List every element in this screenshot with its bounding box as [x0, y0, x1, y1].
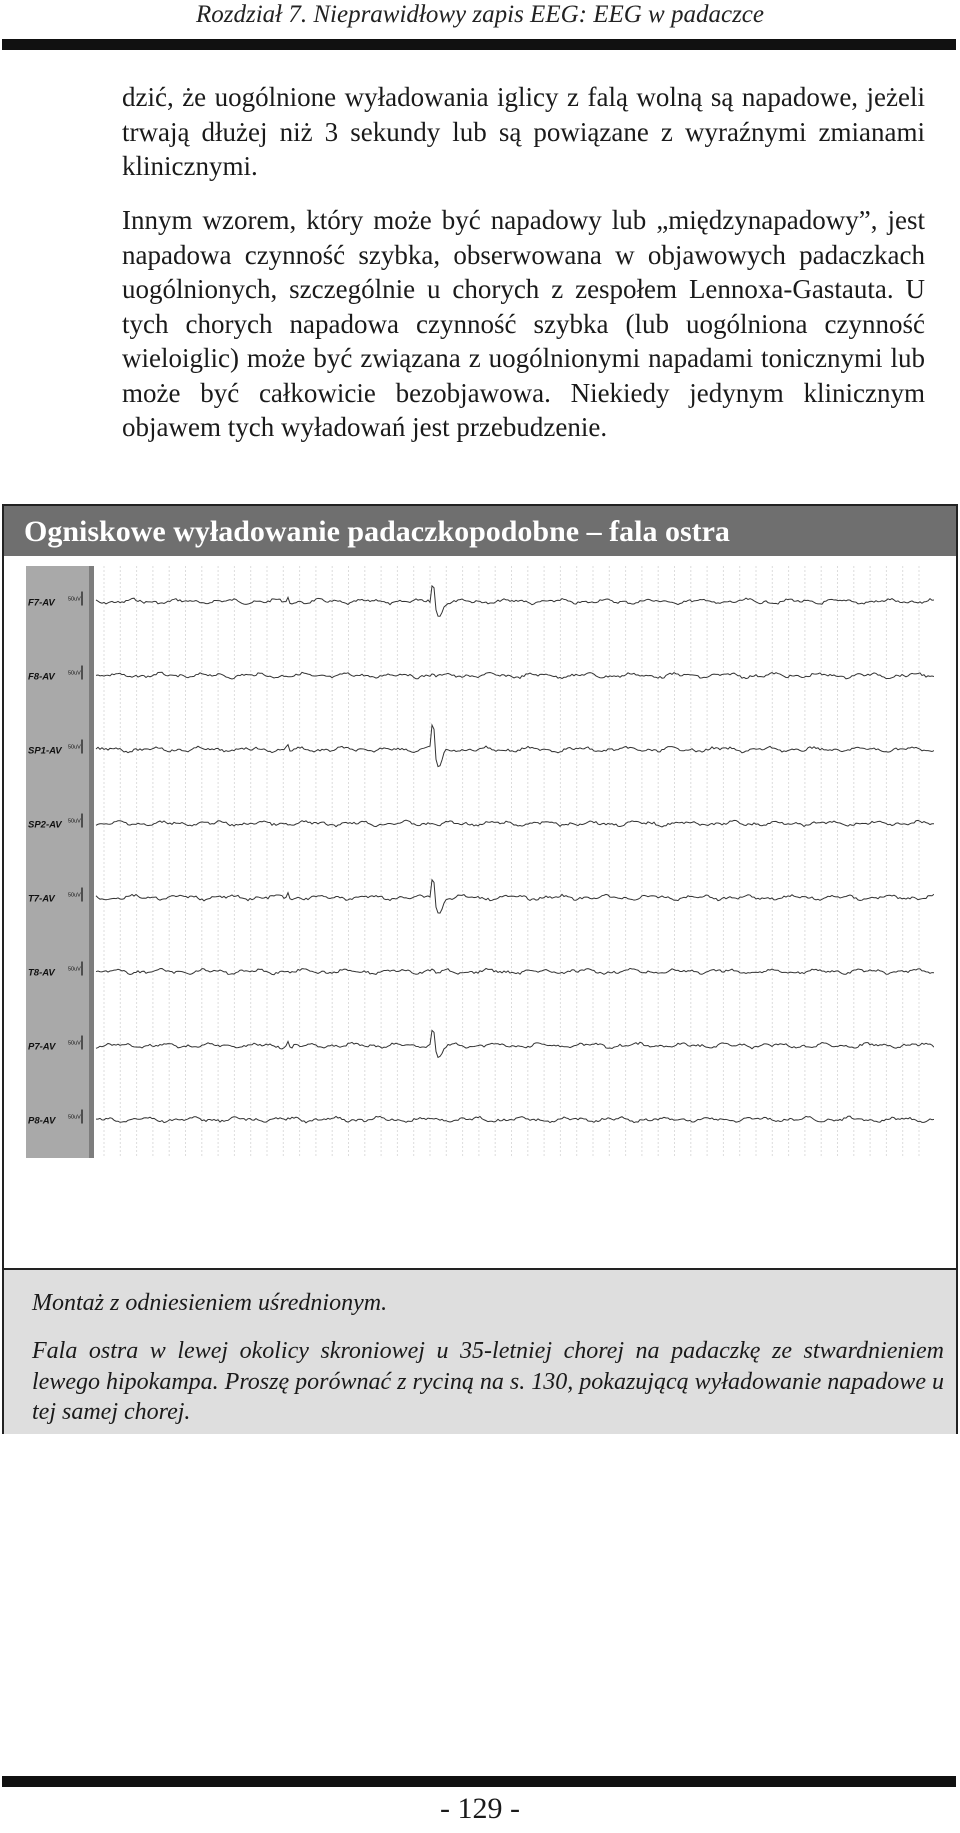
- page-number: - 129 -: [440, 1792, 520, 1825]
- figure-box: [2, 504, 958, 1434]
- channel-label: P7-AV: [28, 1041, 56, 1053]
- scale-label: 50uV: [68, 670, 81, 677]
- bottom-rule: [2, 1776, 956, 1787]
- scale-label: 50uV: [68, 818, 81, 825]
- channel-label: T8-AV: [28, 967, 55, 979]
- paragraph-2-text: Innym wzorem, który może być napadowy lub „międzynapadowy”, jest napadowa czynność szybka, obserwowana w objawowych padaczkach uogólnionych, szczególnie u chorych z zespołem Lennoxa-Gastauta. U tych chorych napadowa czynność szybka (lub uogólniona czynność wieloiglic) może być związana z uogólnionymi napadami tonicznymi lub może być całkowicie bezobjawowa. Niekiedy jedynym klinicznym objawem tych wyładowań jest przebudzenie.: [122, 205, 925, 442]
- figure-title: Ogniskowe wyładowanie padaczkopodobne – fala ostra: [4, 506, 956, 556]
- eeg-plot: [26, 566, 934, 1158]
- channel-label: SP1-AV: [28, 745, 62, 757]
- caption-description: Fala ostra w lewej okolicy skroniowej u 35-letniej chorej na padaczkę ze stwardnieniem lewego hipokampa. Proszę porównać z ryciną na s. 130, pokazującą wyładowanie napadowe u tej samej chorej.: [32, 1338, 944, 1425]
- channel-label: F7-AV: [28, 597, 55, 609]
- caption-area: [4, 1268, 956, 1434]
- channel-label: F8-AV: [28, 671, 55, 683]
- scale-label: 50uV: [68, 1114, 81, 1121]
- scale-label: 50uV: [68, 596, 81, 603]
- label-strip-edge: [89, 566, 94, 1158]
- paragraph-1: [122, 80, 925, 184]
- scale-label: 50uV: [68, 892, 81, 899]
- plot-background: [26, 566, 934, 1158]
- caption-montage: Montaż z odniesieniem uśrednionym.: [32, 1290, 388, 1316]
- channel-label: T7-AV: [28, 893, 55, 905]
- top-rule: [2, 39, 956, 50]
- eeg-recording: [26, 566, 934, 1158]
- scale-label: 50uV: [68, 966, 81, 973]
- running-header: Rozdział 7. Nieprawidłowy zapis EEG: EEG w padaczce: [195, 1, 765, 28]
- channel-label: P8-AV: [28, 1115, 56, 1127]
- paragraph-1-text: dzić, że uogólnione wyładowania iglicy z falą wolną są napadowe, jeżeli trwają dłużej niż 3 sekundy lub są powiązane z wyraźnymi zmianami klinicznymi.: [122, 82, 925, 181]
- channel-label: SP2-AV: [28, 819, 62, 831]
- paragraph-2: [122, 203, 925, 445]
- scale-label: 50uV: [68, 1040, 81, 1047]
- label-strip: [26, 566, 94, 1158]
- scale-label: 50uV: [68, 744, 81, 751]
